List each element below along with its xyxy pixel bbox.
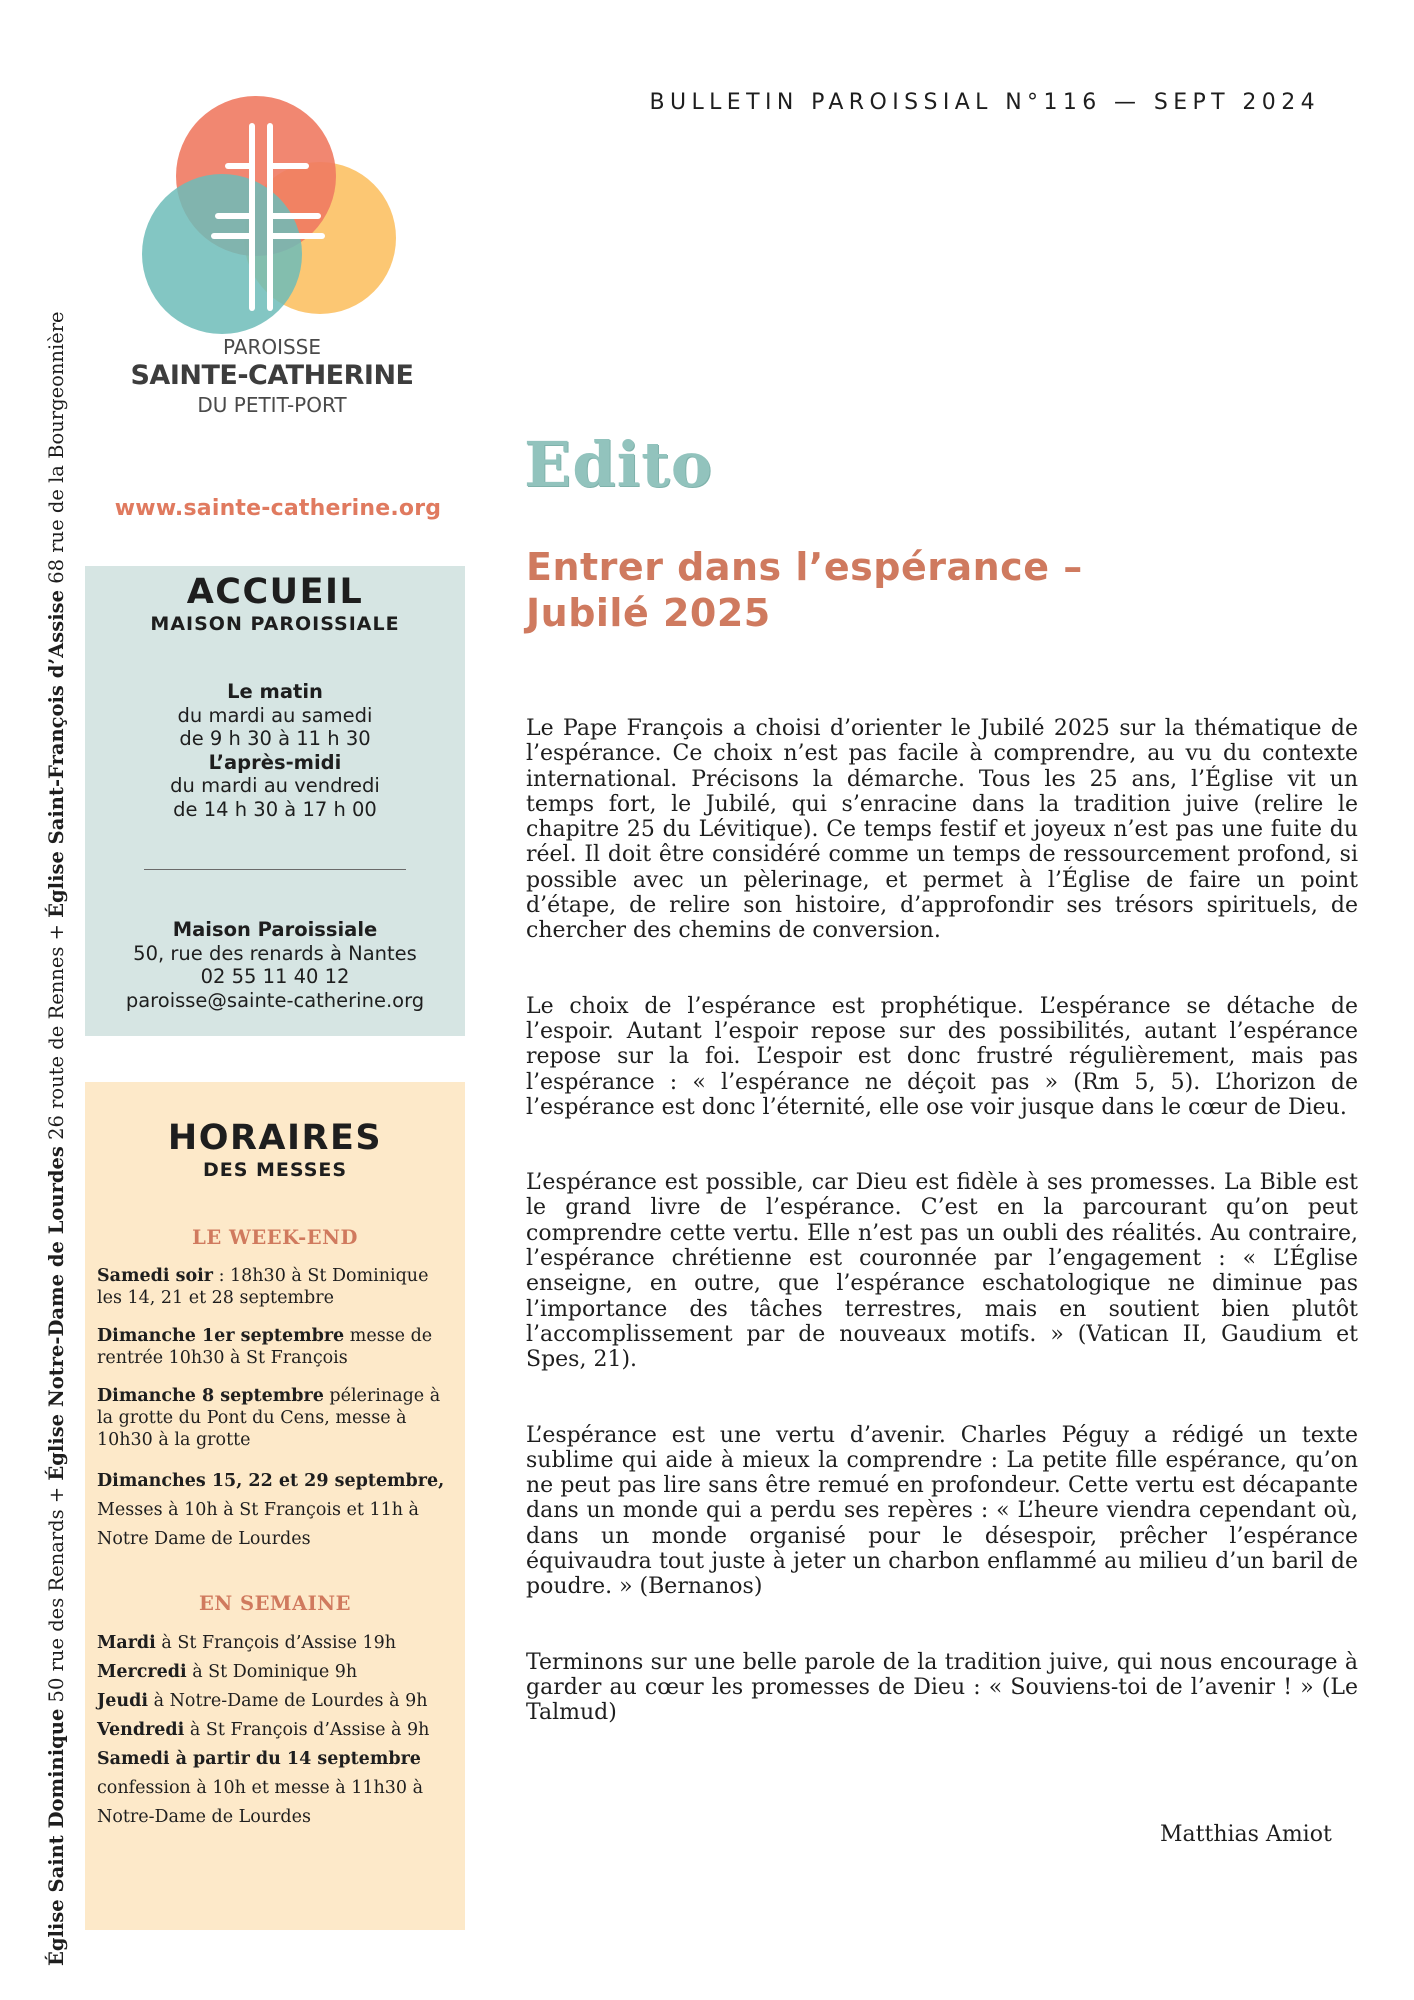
mass-item: Samedi à partir du 14 septembre confession à 10h et messe à 11h30 à Notre-Dame de Lourdes bbox=[97, 1749, 424, 1827]
mass-item: Samedi soir : 18h30 à St Dominique les 14, 21 et 28 septembre bbox=[97, 1266, 429, 1308]
article-paragraph: Le choix de l’espérance est prophétique. L’espérance se détache de l’espoir. Autant l’espoir repose sur des possibilités, autant l’espérance repose sur la foi. L’espoir est donc frustré régulièrement, mais pas l’espérance : « l’espérance ne déçoit pas » (Rm 5, 5). L’horizon de l’espérance est donc l’éternité, elle ose voir jusque dans le cœur de Dieu. bbox=[526, 993, 1358, 1120]
mass-item: Mardi à St François d’Assise 19h bbox=[97, 1633, 397, 1653]
churches-strip bbox=[44, 286, 70, 1966]
divider bbox=[144, 869, 406, 870]
mass-item: Jeudi à Notre-Dame de Lourdes à 9h bbox=[97, 1691, 428, 1711]
bulletin-header: BULLETIN PAROISSIAL N°116 — SEPT 2024 bbox=[649, 90, 1320, 115]
afternoon-label: L’après-midi bbox=[208, 750, 342, 774]
article-title-line: Jubilé 2025 bbox=[526, 591, 771, 635]
horaires-subtitle: DES MESSES bbox=[202, 1159, 348, 1181]
article-paragraph: L’espérance est une vertu d’avenir. Charles Péguy a rédigé un texte sublime qui aide à mieux la comprendre : La petite fille espérance, qu’on ne peut pas lire sans être remué en profondeur. Cette vertu est décapante dans un monde qui a perdu ses repères : « L’heure viendra cependant où, dans un monde organisé pour le désespoir, prêcher l’espérance équivaudra tout juste à jeter un charbon enflammé au milieu d’un baril de poudre. » (Bernanos) bbox=[526, 1422, 1358, 1600]
church-name: Église Saint Dominique bbox=[45, 1708, 68, 1966]
church-address: 26 route de Rennes bbox=[45, 946, 68, 1140]
edito-title: Edito bbox=[524, 428, 714, 501]
morning-label: Le matin bbox=[227, 680, 323, 703]
house-label: Maison Paroissiale bbox=[172, 918, 378, 941]
logo-line-paroisse: PAROISSE bbox=[222, 335, 322, 359]
parish-logo-icon bbox=[136, 96, 396, 336]
weekend-title: LE WEEK-END bbox=[192, 1226, 358, 1249]
article-body bbox=[526, 716, 1358, 1776]
house-phone[interactable]: 02 55 11 40 12 bbox=[200, 965, 350, 988]
logo-teal-circle bbox=[142, 174, 302, 334]
logo-text bbox=[130, 334, 414, 418]
house-email[interactable]: paroisse@sainte-catherine.org bbox=[125, 988, 425, 1012]
accueil-subtitle: MAISON PAROISSIALE bbox=[150, 613, 400, 635]
strip-separator: + bbox=[45, 917, 68, 941]
accueil-box bbox=[85, 566, 465, 1036]
afternoon-days: du mardi au vendredi bbox=[170, 774, 380, 797]
horaires-box bbox=[85, 1082, 465, 1930]
morning-hours: de 9 h 30 à 11 h 30 bbox=[179, 727, 371, 750]
strip-separator: + bbox=[45, 1480, 68, 1504]
article-title-line: Entrer dans l’espérance – bbox=[526, 545, 1083, 589]
church-name: Église Saint-François d’Assise bbox=[45, 589, 68, 918]
mass-item: Mercredi à St Dominique 9h bbox=[97, 1662, 358, 1682]
horaires-title: HORAIRES bbox=[167, 1118, 383, 1158]
signature: Matthias Amiot bbox=[1160, 1822, 1332, 1847]
logo-line-name: SAINTE-CATHERINE bbox=[130, 360, 414, 391]
afternoon-hours: de 14 h 30 à 17 h 00 bbox=[173, 797, 377, 821]
church-address: 50 rue des Renards bbox=[45, 1509, 68, 1703]
morning-days: du mardi au samedi bbox=[177, 703, 373, 727]
church-name: Église Notre-Dame de Lourdes bbox=[45, 1146, 68, 1481]
logo-line-place: DU PETIT-PORT bbox=[197, 393, 347, 417]
article-paragraph: Terminons sur une belle parole de la tradition juive, qui nous encourage à garder au cœur les promesses de Dieu : « Souviens-toi de l’avenir ! » (Le Talmud) bbox=[526, 1649, 1358, 1726]
church-address: 68 rue de la Bourgeonnière bbox=[45, 311, 68, 584]
article-paragraph: Le Pape François a choisi d’orienter le Jubilé 2025 sur la thématique de l’espérance. Ce choix n’est pas facile à comprendre, au vu du contexte international. Précisons la démarche. Tous les 25 ans, l’Église vit un temps fort, le Jubilé, qui s’enracine dans la tradition juive (relire le chapitre 25 du Lévitique). Ce temps festif et joyeux n’est pas une fuite du réel. Il doit être considéré comme un temps de ressourcement profond, si possible avec un pèlerinage, et permet à l’Église de faire un point d’étape, de relire son histoire, d’approfondir ses trésors spirituels, de chercher des chemins de conversion. bbox=[526, 716, 1358, 944]
article-title bbox=[526, 544, 1226, 636]
mass-item: Vendredi à St François d’Assise à 9h bbox=[97, 1720, 430, 1740]
house-address: 50, rue des renards à Nantes bbox=[133, 941, 417, 965]
accueil-title: ACCUEIL bbox=[186, 572, 364, 612]
website-link[interactable]: www.sainte-catherine.org bbox=[114, 496, 442, 521]
mass-item: Dimanches 15, 22 et 29 septembre, Messes à 10h à St François et 11h à Notre Dame de Lourdes bbox=[97, 1471, 445, 1549]
week-title: EN SEMAINE bbox=[199, 1592, 351, 1615]
mass-item: Dimanche 1er septembre messe de rentrée 10h30 à St François bbox=[97, 1326, 433, 1368]
article-paragraph: L’espérance est possible, car Dieu est fidèle à ses promesses. La Bible est le grand livre de l’espérance. C’est en la parcourant qu’on peut comprendre cette vertu. Elle n’est pas un oubli des réalités. Au contraire, l’espérance chrétienne est couronnée par l’engagement : « L’Église enseigne, en outre, que l’espérance eschatologique ne diminue pas l’importance des tâches terrestres, mais en soutient bien plutôt l’accomplissement par de nouveaux motifs. » (Vatican II, Gaudium et Spes, 21). bbox=[526, 1170, 1358, 1373]
mass-item: Dimanche 8 septembre pélerinage à la grotte du Pont du Cens, messe à 10h30 à la grotte bbox=[97, 1386, 441, 1450]
